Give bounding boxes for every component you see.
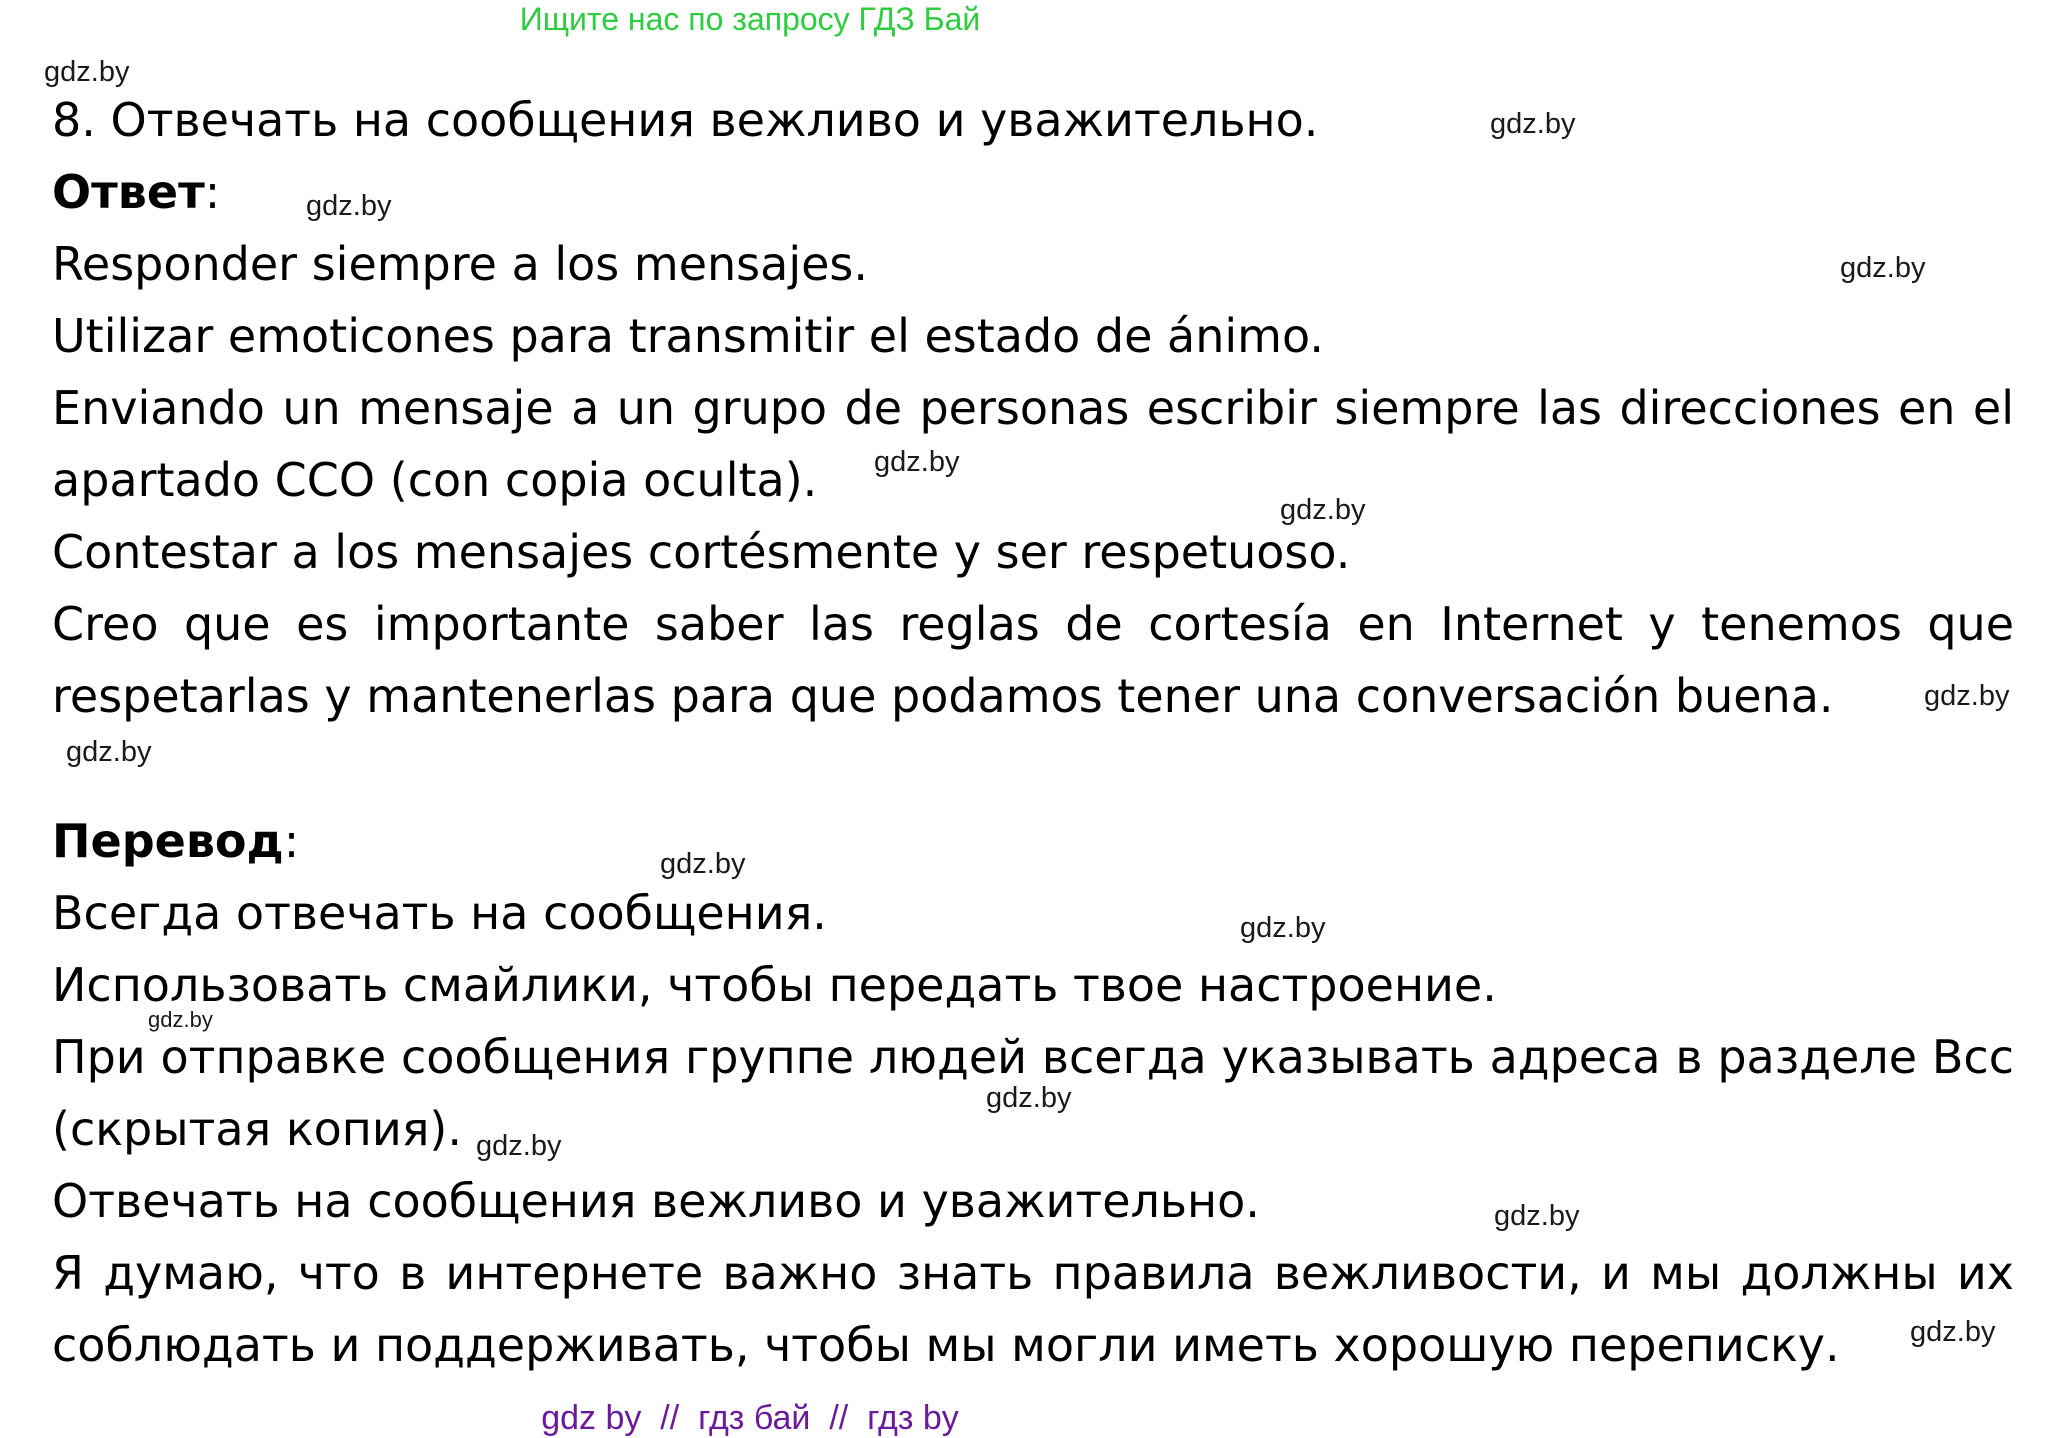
watermark: gdz.by (66, 736, 152, 768)
translation-heading (52, 805, 2014, 877)
watermark: gdz.by (44, 56, 130, 88)
answer-line: Utilizar emoticones para transmitir el estado de ánimo. (52, 309, 1324, 363)
answer-line: apartado CCO (con copia oculta). (52, 453, 818, 507)
answer-label: Ответ (52, 165, 205, 219)
document-body (52, 84, 2014, 732)
watermark: gdz.by (1280, 494, 1366, 526)
translation-line: соблюдать и поддерживать, чтобы мы могли иметь хорошую переписку. (52, 1318, 1840, 1372)
watermark: gdz.by (986, 1082, 1072, 1114)
watermark: gdz.by (1494, 1200, 1580, 1232)
answer-line: respetarlas y mantenerlas para que podamos tener una conversación buena. (52, 669, 1834, 723)
watermark: gdz.by (148, 1007, 213, 1032)
answer-line: Contestar a los mensajes cortésmente y ser respetuoso. (52, 525, 1351, 579)
watermark: gdz.by (1910, 1316, 1996, 1348)
translation-line: (скрытая копия). (52, 1102, 462, 1156)
watermark: gdz.by (1924, 680, 2010, 712)
answer-line: Responder siempre a los mensajes. (52, 237, 868, 291)
translation-line: Использовать смайлики, чтобы передать твое настроение. (52, 958, 1497, 1012)
watermark: gdz.by (306, 190, 392, 222)
translation-line: Я думаю, что в интернете важно знать правила вежливости, и мы должны их (52, 1246, 2014, 1300)
top-banner: Ищите нас по запросу ГДЗ Бай (519, 1, 981, 37)
watermark: gdz.by (476, 1130, 562, 1162)
translation-line: Всегда отвечать на сообщения. (52, 886, 827, 940)
watermark: gdz.by (874, 446, 960, 478)
translation-line: Отвечать на сообщения вежливо и уважительно. (52, 1174, 1260, 1228)
watermark: gdz.by (660, 848, 746, 880)
answer-line: Creo que es importante saber las reglas de cortesía en Internet y tenemos que (52, 597, 2014, 651)
answer-colon: : (204, 165, 221, 219)
translation-line: При отправке сообщения группе людей всегда указывать адреса в разделе Bcc (52, 1030, 2014, 1084)
answer-line: Enviando un mensaje a un grupo de personas escribir siempre las direcciones en el (52, 381, 2014, 435)
bottom-banner: gdz by // гдз бай // гдз by (541, 1399, 959, 1437)
watermark: gdz.by (1240, 912, 1326, 944)
translation-label: Перевод (52, 814, 284, 868)
task-question: 8. Отвечать на сообщения вежливо и уважительно. (52, 93, 1319, 147)
watermark: gdz.by (1840, 252, 1926, 284)
translation-colon: : (283, 814, 300, 868)
watermark: gdz.by (1490, 108, 1576, 140)
